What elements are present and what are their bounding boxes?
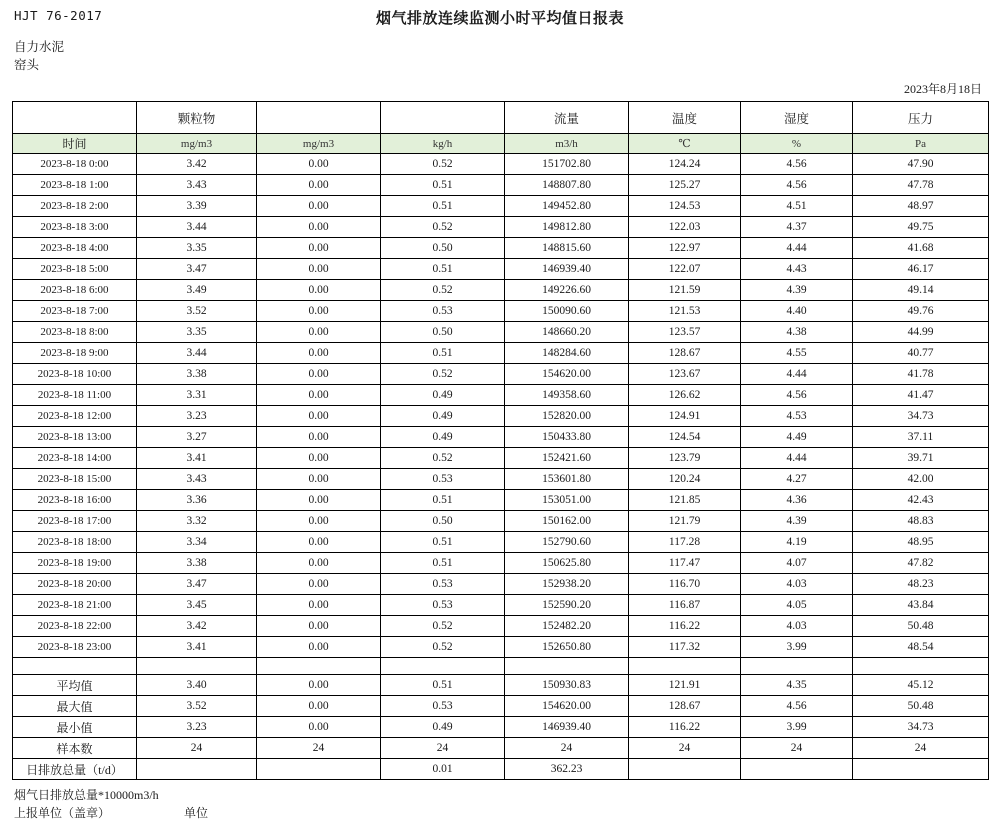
data-cell: 123.67 <box>629 364 741 385</box>
data-cell: 3.38 <box>137 364 257 385</box>
table-summary-row <box>13 759 989 780</box>
data-cell: 122.07 <box>629 259 741 280</box>
data-cell: 49.14 <box>853 280 989 301</box>
data-cell: 48.54 <box>853 637 989 658</box>
row-label: 样本数 <box>13 738 137 759</box>
data-cell: 0.00 <box>257 427 381 448</box>
unit-cell-6: % <box>741 134 853 154</box>
data-cell: 153051.00 <box>505 490 629 511</box>
unit-cell-3: kg/h <box>381 134 505 154</box>
data-cell: 3.44 <box>137 217 257 238</box>
data-cell: 42.43 <box>853 490 989 511</box>
header-cell-temperature: 温度 <box>629 102 741 134</box>
data-cell: 0.00 <box>257 385 381 406</box>
data-cell: 152938.20 <box>505 574 629 595</box>
data-cell: 0.00 <box>257 574 381 595</box>
row-label: 最大值 <box>13 696 137 717</box>
data-cell: 3.99 <box>741 717 853 738</box>
data-cell: 150625.80 <box>505 553 629 574</box>
unit-cell-time: 时间 <box>13 134 137 154</box>
data-cell: 0.52 <box>381 154 505 175</box>
data-cell: 4.03 <box>741 616 853 637</box>
data-cell: 3.49 <box>137 280 257 301</box>
table-row <box>13 406 989 427</box>
data-cell: 0.00 <box>257 595 381 616</box>
row-label: 最小值 <box>13 717 137 738</box>
data-cell: 34.73 <box>853 717 989 738</box>
footer-unit: 单位 <box>184 806 209 821</box>
data-cell: 146939.40 <box>505 717 629 738</box>
row-label: 2023-8-18 0:00 <box>13 154 137 175</box>
table-row <box>13 301 989 322</box>
data-cell: 150090.60 <box>505 301 629 322</box>
data-cell: 4.36 <box>741 490 853 511</box>
data-cell: 0.49 <box>381 406 505 427</box>
data-cell: 120.24 <box>629 469 741 490</box>
header-cell-pressure: 压力 <box>853 102 989 134</box>
data-cell: 0.52 <box>381 637 505 658</box>
table-row <box>13 574 989 595</box>
data-cell: 0.53 <box>381 469 505 490</box>
data-cell: 3.35 <box>137 238 257 259</box>
data-cell: 3.32 <box>137 511 257 532</box>
data-cell: 0.00 <box>257 553 381 574</box>
table-row <box>13 427 989 448</box>
data-cell: 148815.60 <box>505 238 629 259</box>
row-label: 2023-8-18 8:00 <box>13 322 137 343</box>
data-cell: 3.34 <box>137 532 257 553</box>
data-cell: 42.00 <box>853 469 989 490</box>
row-label: 平均值 <box>13 675 137 696</box>
data-cell: 4.38 <box>741 322 853 343</box>
data-cell: 4.44 <box>741 448 853 469</box>
data-cell: 0.00 <box>257 717 381 738</box>
data-cell: 154620.00 <box>505 696 629 717</box>
hourly-average-table <box>12 101 989 780</box>
data-cell: 149358.60 <box>505 385 629 406</box>
header-cell-blank-2 <box>257 102 381 134</box>
row-label: 2023-8-18 21:00 <box>13 595 137 616</box>
data-cell: 41.78 <box>853 364 989 385</box>
data-cell: 4.56 <box>741 175 853 196</box>
row-label: 2023-8-18 22:00 <box>13 616 137 637</box>
data-cell: 149226.60 <box>505 280 629 301</box>
table-row <box>13 154 989 175</box>
data-cell: 4.35 <box>741 675 853 696</box>
data-cell: 3.38 <box>137 553 257 574</box>
data-cell: 116.22 <box>629 717 741 738</box>
page-title: 烟气排放连续监测小时平均值日报表 <box>375 11 624 27</box>
data-cell: 3.42 <box>137 616 257 637</box>
data-cell: 4.51 <box>741 196 853 217</box>
row-label: 2023-8-18 14:00 <box>13 448 137 469</box>
data-cell: 124.53 <box>629 196 741 217</box>
data-cell: 0.50 <box>381 322 505 343</box>
data-cell: 4.03 <box>741 574 853 595</box>
data-cell <box>257 658 381 675</box>
data-cell: 117.47 <box>629 553 741 574</box>
data-cell: 3.23 <box>137 717 257 738</box>
standard-code: HJT 76-2017 <box>14 8 103 23</box>
data-cell: 3.35 <box>137 322 257 343</box>
data-cell: 152820.00 <box>505 406 629 427</box>
data-cell: 3.52 <box>137 301 257 322</box>
table-row <box>13 469 989 490</box>
data-cell: 0.00 <box>257 490 381 511</box>
data-cell: 149812.80 <box>505 217 629 238</box>
header-cell-blank <box>13 102 137 134</box>
table-row <box>13 511 989 532</box>
data-cell: 3.27 <box>137 427 257 448</box>
data-cell: 3.40 <box>137 675 257 696</box>
data-cell: 3.47 <box>137 259 257 280</box>
data-cell: 117.28 <box>629 532 741 553</box>
data-cell: 0.00 <box>257 343 381 364</box>
table-row <box>13 490 989 511</box>
data-cell: 4.49 <box>741 427 853 448</box>
row-label: 2023-8-18 16:00 <box>13 490 137 511</box>
data-cell: 0.52 <box>381 448 505 469</box>
data-cell: 4.39 <box>741 511 853 532</box>
data-cell: 4.19 <box>741 532 853 553</box>
data-cell: 0.52 <box>381 616 505 637</box>
data-cell: 0.50 <box>381 511 505 532</box>
data-cell: 3.43 <box>137 469 257 490</box>
data-cell: 0.53 <box>381 574 505 595</box>
data-cell <box>505 658 629 675</box>
data-cell: 0.49 <box>381 717 505 738</box>
data-cell: 4.56 <box>741 154 853 175</box>
data-cell: 146939.40 <box>505 259 629 280</box>
data-cell: 152421.60 <box>505 448 629 469</box>
data-cell: 49.76 <box>853 301 989 322</box>
data-cell: 0.51 <box>381 343 505 364</box>
data-cell: 125.27 <box>629 175 741 196</box>
row-label: 2023-8-18 13:00 <box>13 427 137 448</box>
data-cell: 124.54 <box>629 427 741 448</box>
data-cell: 46.17 <box>853 259 989 280</box>
table-header-row <box>13 102 989 134</box>
row-label: 2023-8-18 12:00 <box>13 406 137 427</box>
data-cell: 154620.00 <box>505 364 629 385</box>
data-cell: 48.95 <box>853 532 989 553</box>
data-cell: 24 <box>853 738 989 759</box>
data-cell: 3.41 <box>137 448 257 469</box>
data-cell: 0.00 <box>257 196 381 217</box>
data-cell: 0.00 <box>257 616 381 637</box>
data-cell: 121.79 <box>629 511 741 532</box>
data-cell <box>741 759 853 780</box>
row-label: 2023-8-18 1:00 <box>13 175 137 196</box>
data-cell <box>853 759 989 780</box>
data-cell: 3.41 <box>137 637 257 658</box>
data-cell: 128.67 <box>629 343 741 364</box>
data-cell: 116.70 <box>629 574 741 595</box>
data-cell: 4.37 <box>741 217 853 238</box>
table-summary-row <box>13 696 989 717</box>
data-cell: 153601.80 <box>505 469 629 490</box>
row-label: 2023-8-18 20:00 <box>13 574 137 595</box>
row-label: 2023-8-18 15:00 <box>13 469 137 490</box>
row-label: 2023-8-18 11:00 <box>13 385 137 406</box>
data-cell: 0.51 <box>381 175 505 196</box>
data-cell: 44.99 <box>853 322 989 343</box>
data-cell: 0.52 <box>381 364 505 385</box>
row-label: 2023-8-18 18:00 <box>13 532 137 553</box>
row-label: 2023-8-18 9:00 <box>13 343 137 364</box>
header-cell-flow: 流量 <box>505 102 629 134</box>
data-cell: 0.51 <box>381 675 505 696</box>
data-cell: 4.07 <box>741 553 853 574</box>
data-cell: 3.99 <box>741 637 853 658</box>
table-row <box>13 322 989 343</box>
table-blank-row <box>13 658 989 675</box>
table-row <box>13 175 989 196</box>
data-cell <box>629 658 741 675</box>
data-cell: 0.00 <box>257 238 381 259</box>
data-cell: 0.53 <box>381 301 505 322</box>
table-row <box>13 217 989 238</box>
data-cell: 148807.80 <box>505 175 629 196</box>
table-row <box>13 616 989 637</box>
data-cell: 128.67 <box>629 696 741 717</box>
data-cell: 24 <box>381 738 505 759</box>
data-cell: 4.39 <box>741 280 853 301</box>
table-row <box>13 259 989 280</box>
facility-name: 窑头 <box>14 58 40 73</box>
data-cell: 0.00 <box>257 406 381 427</box>
data-cell: 24 <box>505 738 629 759</box>
data-cell: 152482.20 <box>505 616 629 637</box>
row-label: 2023-8-18 7:00 <box>13 301 137 322</box>
footer <box>14 786 988 822</box>
row-label <box>13 658 137 675</box>
table-row <box>13 343 989 364</box>
data-cell: 121.91 <box>629 675 741 696</box>
data-cell: 0.00 <box>257 217 381 238</box>
data-cell: 117.32 <box>629 637 741 658</box>
data-cell: 45.12 <box>853 675 989 696</box>
org-name: 自力水泥 <box>14 40 65 54</box>
data-cell: 39.71 <box>853 448 989 469</box>
table-row <box>13 637 989 658</box>
unit-cell-5: ℃ <box>629 134 741 154</box>
table-summary-row <box>13 738 989 759</box>
data-cell: 3.47 <box>137 574 257 595</box>
data-cell: 4.43 <box>741 259 853 280</box>
data-cell: 3.31 <box>137 385 257 406</box>
data-cell <box>137 759 257 780</box>
data-cell: 0.51 <box>381 259 505 280</box>
data-cell: 0.52 <box>381 280 505 301</box>
data-cell: 34.73 <box>853 406 989 427</box>
unit-cell-2: mg/m3 <box>257 134 381 154</box>
row-label: 2023-8-18 3:00 <box>13 217 137 238</box>
row-label: 2023-8-18 23:00 <box>13 637 137 658</box>
data-cell: 50.48 <box>853 616 989 637</box>
data-cell: 121.85 <box>629 490 741 511</box>
data-cell: 0.51 <box>381 196 505 217</box>
data-cell <box>629 759 741 780</box>
table-row <box>13 385 989 406</box>
table-row <box>13 238 989 259</box>
data-cell: 4.55 <box>741 343 853 364</box>
data-cell: 50.48 <box>853 696 989 717</box>
data-cell: 116.87 <box>629 595 741 616</box>
table-row <box>13 196 989 217</box>
table-row <box>13 532 989 553</box>
table-unit-row <box>13 134 989 154</box>
data-cell: 0.00 <box>257 469 381 490</box>
header-cell-blank-3 <box>381 102 505 134</box>
data-cell: 0.00 <box>257 696 381 717</box>
table-summary-row <box>13 717 989 738</box>
data-cell: 4.05 <box>741 595 853 616</box>
row-label: 2023-8-18 4:00 <box>13 238 137 259</box>
data-cell: 0.00 <box>257 175 381 196</box>
data-cell: 152790.60 <box>505 532 629 553</box>
data-cell: 4.56 <box>741 385 853 406</box>
org-block <box>14 38 988 74</box>
footer-reporting-unit: 上报单位（盖章） <box>14 806 111 821</box>
data-cell: 0.53 <box>381 595 505 616</box>
data-cell: 0.00 <box>257 259 381 280</box>
data-cell: 0.00 <box>257 154 381 175</box>
data-cell: 24 <box>741 738 853 759</box>
data-cell: 47.78 <box>853 175 989 196</box>
data-cell: 0.50 <box>381 238 505 259</box>
table-row <box>13 280 989 301</box>
header-cell-particulate: 颗粒物 <box>137 102 257 134</box>
data-cell: 0.01 <box>381 759 505 780</box>
data-cell: 41.47 <box>853 385 989 406</box>
data-cell: 0.00 <box>257 280 381 301</box>
data-cell: 24 <box>137 738 257 759</box>
data-cell: 362.23 <box>505 759 629 780</box>
data-cell: 3.43 <box>137 175 257 196</box>
row-label: 2023-8-18 17:00 <box>13 511 137 532</box>
row-label: 2023-8-18 5:00 <box>13 259 137 280</box>
data-cell: 0.51 <box>381 553 505 574</box>
data-cell: 3.52 <box>137 696 257 717</box>
data-cell: 152590.20 <box>505 595 629 616</box>
data-cell: 43.84 <box>853 595 989 616</box>
data-cell: 3.36 <box>137 490 257 511</box>
data-cell: 148284.60 <box>505 343 629 364</box>
data-cell: 149452.80 <box>505 196 629 217</box>
data-cell: 0.00 <box>257 637 381 658</box>
data-cell: 4.40 <box>741 301 853 322</box>
row-label: 2023-8-18 19:00 <box>13 553 137 574</box>
data-cell: 37.11 <box>853 427 989 448</box>
table-summary-row <box>13 675 989 696</box>
table-row <box>13 553 989 574</box>
row-label: 日排放总量（t/d） <box>13 759 137 780</box>
data-cell: 3.39 <box>137 196 257 217</box>
data-cell: 116.22 <box>629 616 741 637</box>
data-cell: 0.00 <box>257 448 381 469</box>
data-cell: 4.53 <box>741 406 853 427</box>
data-cell: 121.53 <box>629 301 741 322</box>
data-cell: 0.00 <box>257 301 381 322</box>
data-cell: 0.00 <box>257 364 381 385</box>
data-cell: 47.82 <box>853 553 989 574</box>
data-cell <box>741 658 853 675</box>
data-cell: 0.52 <box>381 217 505 238</box>
data-cell <box>137 658 257 675</box>
data-cell: 123.79 <box>629 448 741 469</box>
data-cell: 24 <box>257 738 381 759</box>
data-cell: 0.51 <box>381 532 505 553</box>
data-cell: 49.75 <box>853 217 989 238</box>
data-cell: 0.49 <box>381 385 505 406</box>
data-cell: 0.00 <box>257 532 381 553</box>
data-cell: 3.45 <box>137 595 257 616</box>
data-cell: 4.44 <box>741 364 853 385</box>
data-cell: 150930.83 <box>505 675 629 696</box>
row-label: 2023-8-18 2:00 <box>13 196 137 217</box>
data-cell: 0.53 <box>381 696 505 717</box>
unit-cell-7: Pa <box>853 134 989 154</box>
header-cell-humidity: 湿度 <box>741 102 853 134</box>
data-cell: 150433.80 <box>505 427 629 448</box>
row-label: 2023-8-18 6:00 <box>13 280 137 301</box>
data-cell: 47.90 <box>853 154 989 175</box>
data-cell: 123.57 <box>629 322 741 343</box>
data-cell: 121.59 <box>629 280 741 301</box>
data-cell: 48.97 <box>853 196 989 217</box>
row-label: 2023-8-18 10:00 <box>13 364 137 385</box>
report-date: 2023年8月18日 <box>903 82 982 97</box>
data-cell <box>257 759 381 780</box>
data-cell: 151702.80 <box>505 154 629 175</box>
data-cell: 3.42 <box>137 154 257 175</box>
data-cell: 41.68 <box>853 238 989 259</box>
data-cell <box>853 658 989 675</box>
data-cell: 3.44 <box>137 343 257 364</box>
data-cell: 126.62 <box>629 385 741 406</box>
data-cell: 124.91 <box>629 406 741 427</box>
unit-cell-1: mg/m3 <box>137 134 257 154</box>
table-row <box>13 595 989 616</box>
data-cell: 24 <box>629 738 741 759</box>
table-row <box>13 448 989 469</box>
data-cell: 4.27 <box>741 469 853 490</box>
data-cell: 152650.80 <box>505 637 629 658</box>
data-cell: 122.03 <box>629 217 741 238</box>
data-cell: 148660.20 <box>505 322 629 343</box>
data-cell: 48.23 <box>853 574 989 595</box>
data-cell: 0.00 <box>257 322 381 343</box>
data-cell: 0.51 <box>381 490 505 511</box>
data-cell: 0.00 <box>257 675 381 696</box>
data-cell: 40.77 <box>853 343 989 364</box>
data-cell: 0.49 <box>381 427 505 448</box>
data-cell: 124.24 <box>629 154 741 175</box>
data-cell: 122.97 <box>629 238 741 259</box>
footer-note: 烟气日排放总量*10000m3/h <box>14 788 159 803</box>
data-cell: 4.56 <box>741 696 853 717</box>
data-cell: 48.83 <box>853 511 989 532</box>
data-cell: 0.00 <box>257 511 381 532</box>
data-cell: 150162.00 <box>505 511 629 532</box>
data-cell: 3.23 <box>137 406 257 427</box>
unit-cell-4: m3/h <box>505 134 629 154</box>
data-cell <box>381 658 505 675</box>
data-cell: 4.44 <box>741 238 853 259</box>
table-row <box>13 364 989 385</box>
